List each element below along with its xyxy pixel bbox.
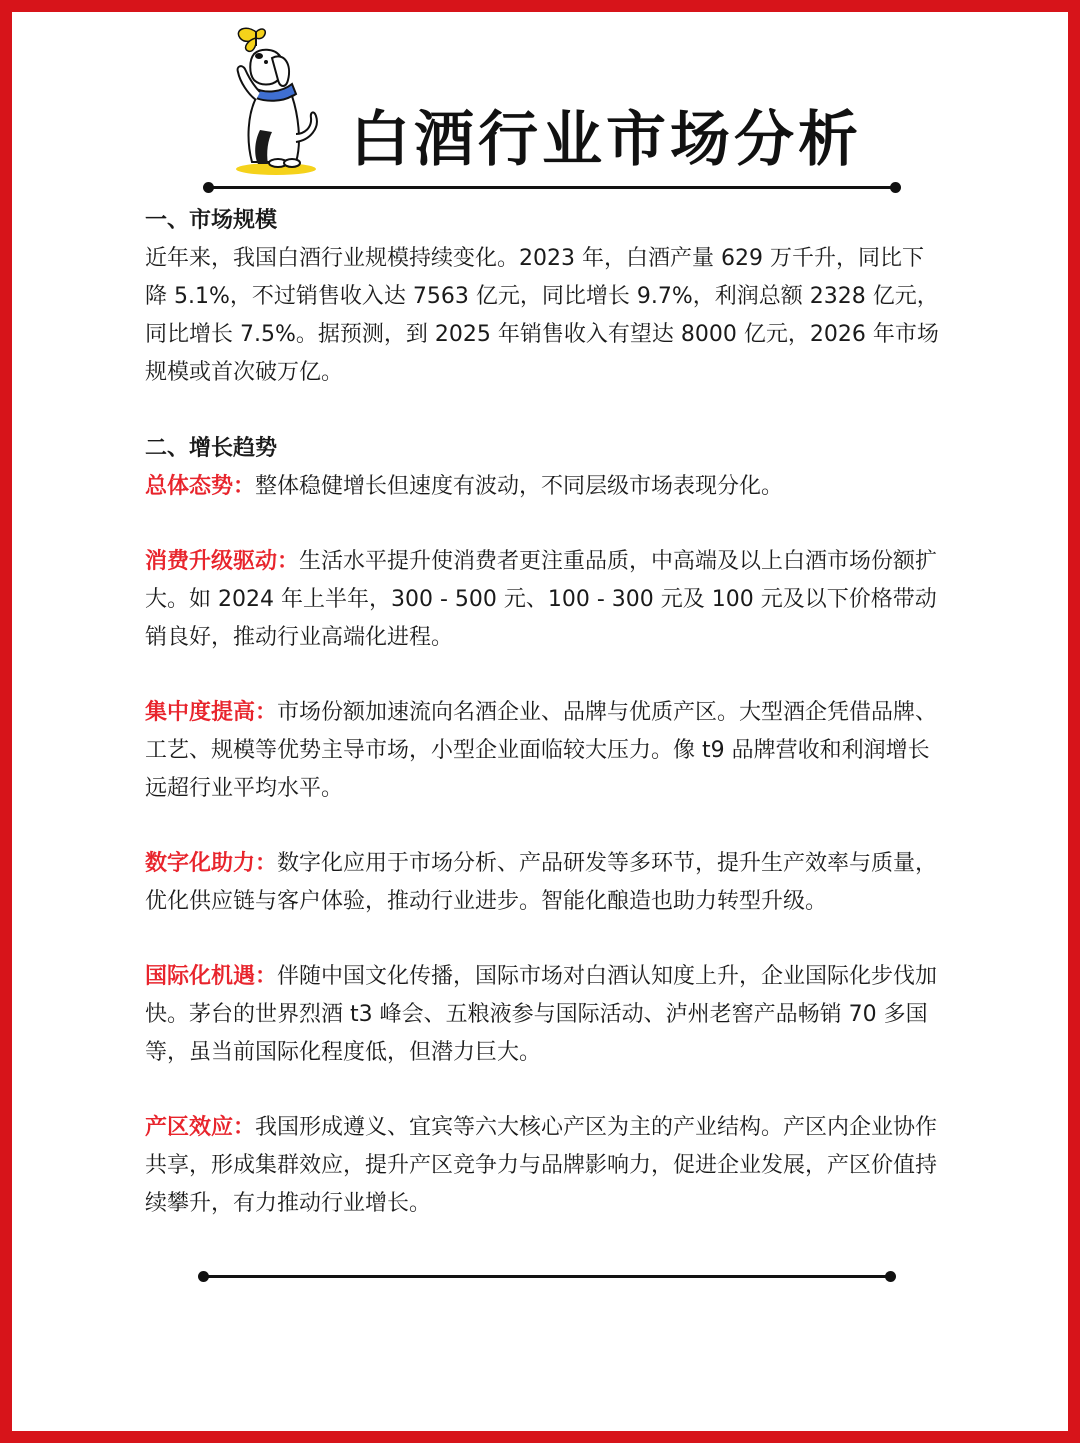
trend-item-region-effect	[145, 1109, 945, 1223]
spacer	[145, 808, 945, 845]
trend-text: 市场份额加速流向名酒企业、品牌与优质产区。大型酒企凭借品牌、工艺、规模等优势主导市场，小型企业面临较大压力。像 t9 品牌营收和利润增长远超行业平均水平。	[145, 700, 938, 801]
trend-label: 产区效应：	[145, 1115, 256, 1140]
spacer	[145, 1072, 945, 1109]
trend-label: 国际化机遇：	[145, 964, 278, 989]
trend-item-internationalization	[145, 958, 945, 1072]
bottom-divider	[203, 1275, 891, 1278]
section-heading-growth-trends: 二、增长趋势	[145, 436, 278, 461]
trend-text: 整体稳健增长但速度有波动，不同层级市场表现分化。	[255, 474, 784, 499]
spacer	[145, 392, 945, 430]
spacer	[145, 921, 945, 958]
butterfly-icon	[238, 28, 265, 51]
page-title: 白酒行业市场分析	[350, 105, 862, 175]
spacer	[145, 657, 945, 694]
trend-label: 数字化助力：	[145, 851, 278, 876]
top-divider	[208, 186, 896, 189]
trend-item-consumption-upgrade	[145, 543, 945, 657]
spacer	[145, 506, 945, 543]
trend-text: 伴随中国文化传播，国际市场对白酒认知度上升，企业国际化步伐加快。茅台的世界烈酒 t3 峰会、五粮液参与国际活动、泸州老窖产品畅销 70 多国等，虽当前国际化程度低，但潜力巨大。	[145, 964, 938, 1065]
trend-text: 数字化应用于市场分析、产品研发等多环节，提升生产效率与质量，优化供应链与客户体验，推动行业进步。智能化酿造也助力转型升级。	[145, 851, 938, 914]
trend-item-concentration	[145, 694, 945, 808]
trend-label: 总体态势：	[145, 474, 256, 499]
dog-mascot-icon	[226, 22, 326, 178]
trend-item-digitalization	[145, 845, 945, 921]
trend-text: 我国形成遵义、宜宾等六大核心产区为主的产业结构。产区内企业协作共享，形成集群效应，提升产区竞争力与品牌影响力，促进企业发展，产区价值持续攀升，有力推动行业增长。	[145, 1115, 938, 1216]
article-body	[145, 202, 945, 1223]
trend-label: 消费升级驱动：	[145, 549, 300, 574]
section-heading-market-size: 一、市场规模	[145, 208, 278, 233]
trend-item-overall	[145, 468, 945, 506]
market-size-paragraph: 近年来，我国白酒行业规模持续变化。2023 年，白酒产量 629 万千升，同比下降 5.1%，不过销售收入达 7563 亿元，同比增长 9.7%，利润总额 2328 亿元，同比增长 7.5%。据预测，到 2025 年销售收入有望达 8000 亿元，2026 年市场规模或首次破万亿。	[145, 246, 939, 385]
trend-label: 集中度提高：	[145, 700, 278, 725]
trend-text: 生活水平提升使消费者更注重品质，中高端及以上白酒市场份额扩大。如 2024 年上半年，300 - 500 元、100 - 300 元及 100 元及以下价格带动销良好，推动行业高端化进程。	[145, 549, 938, 650]
